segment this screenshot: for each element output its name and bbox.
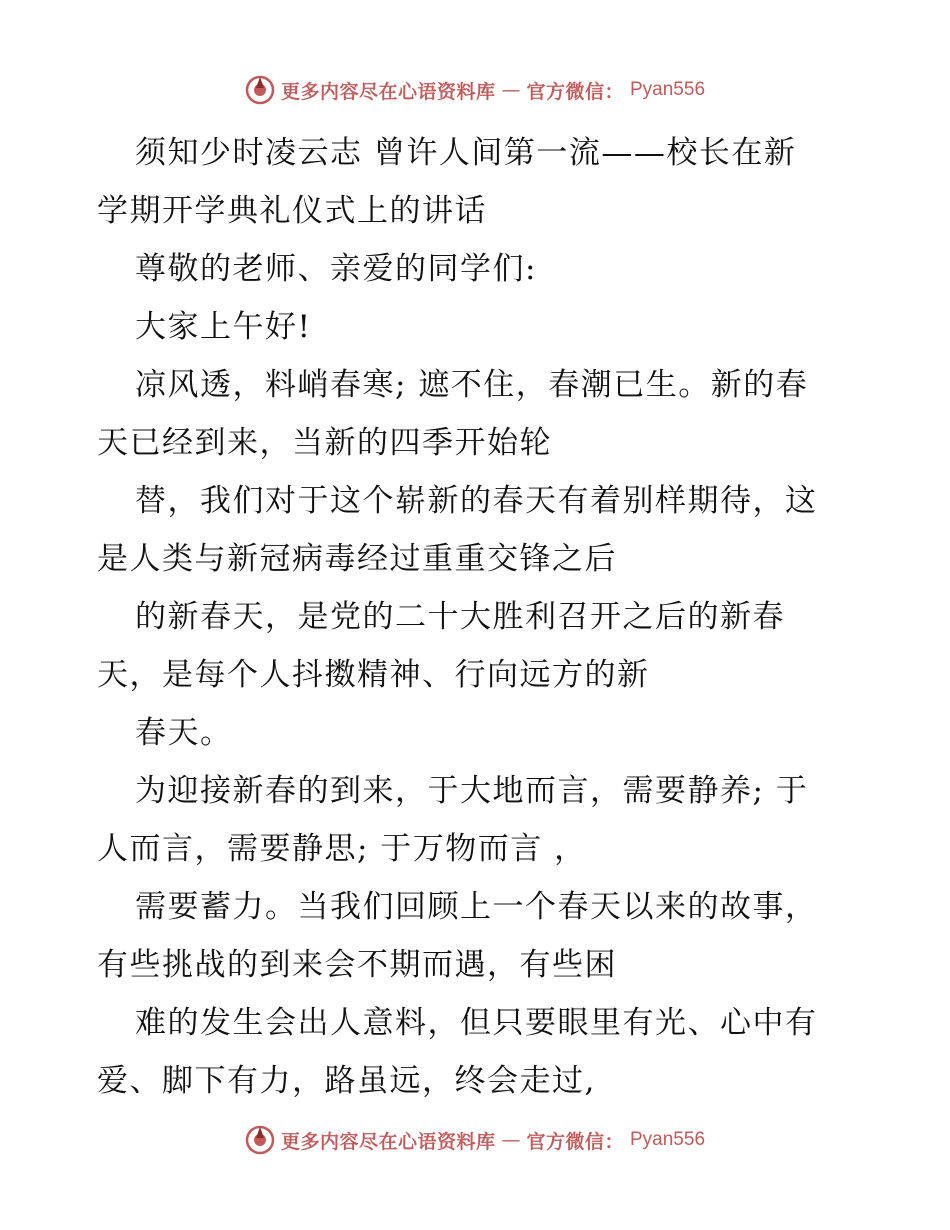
- paragraph-line: 凉风透，料峭春寒; 遮不住，春潮已生。新的春: [135, 367, 809, 403]
- paragraph-line: 春天。: [135, 715, 233, 751]
- paragraph-line: 是人类与新冠病毒经过重重交锋之后: [97, 541, 617, 577]
- footer-contact-id: Pyan556: [630, 1129, 706, 1150]
- logo-icon: [245, 1125, 275, 1155]
- header-contact-id: Pyan556: [630, 79, 706, 100]
- paragraph-line: 的新春天，是党的二十大胜利召开之后的新春: [135, 599, 785, 635]
- header-contact-label: 官方微信：: [526, 80, 624, 103]
- salutation-line: 尊敬的老师、亲爱的同学们:: [135, 251, 537, 287]
- footer-contact-label: 官方微信：: [526, 1130, 624, 1153]
- paragraph-line: 难的发生会出人意料，但只要眼里有光、心中有: [135, 1005, 818, 1041]
- header-promo-text: 更多内容尽在心语资料库: [280, 80, 496, 103]
- paragraph-line: 人而言，需要静思; 于万物而言 ，: [97, 831, 587, 867]
- paragraph-line: 天，是每个人抖擞精神、行向远方的新: [97, 657, 650, 693]
- title-line-2: 学期开学典礼仪式上的讲话: [97, 193, 487, 229]
- title-line-1: 须知少时凌云志 曾许人间第一流——校长在新: [135, 135, 797, 171]
- paragraph-line: 天已经到来，当新的四季开始轮: [97, 425, 552, 461]
- paragraph-line: 有些挑战的到来会不期而遇，有些困: [97, 947, 617, 983]
- footer-promo-text: 更多内容尽在心语资料库: [280, 1130, 496, 1153]
- greeting-line: 大家上午好!: [135, 309, 312, 345]
- paragraph-line: 替，我们对于这个崭新的春天有着别样期待，这: [135, 483, 818, 519]
- footer-banner: [0, 1120, 950, 1160]
- paragraph-line: 爱、脚下有力，路虽远，终会走过,: [97, 1063, 596, 1099]
- paragraph-line: 为迎接新春的到来，于大地而言，需要静养; 于: [135, 773, 809, 809]
- header-banner: [0, 70, 950, 110]
- paragraph-line: 需要蓄力。当我们回顾上一个春天以来的故事，: [135, 889, 818, 925]
- logo-icon: [245, 75, 275, 105]
- footer-separator: —: [501, 1129, 521, 1151]
- header-separator: —: [501, 79, 521, 101]
- document-body: [97, 124, 857, 1110]
